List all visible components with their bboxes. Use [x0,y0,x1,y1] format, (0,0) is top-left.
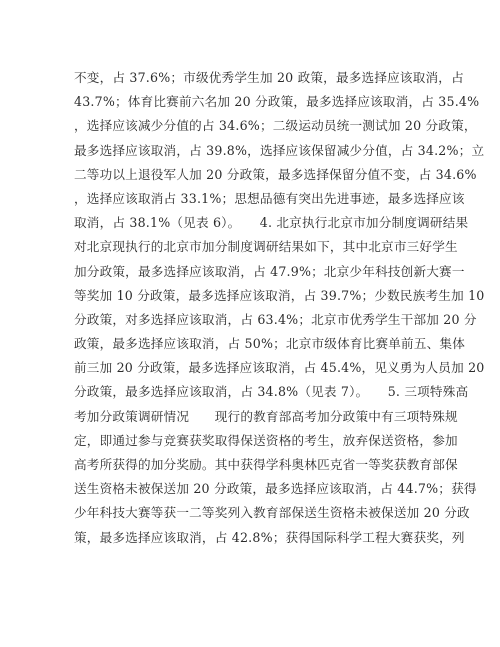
text-line: 对北京现执行的北京市加分制度调研结果如下，其中北京市三好学生 [74,239,458,255]
text-line: 定，即通过参与竞赛获奖取得保送资格的考生，放弃保送资格，参加 [74,432,458,448]
text-line: 分政策，对多选择应该取消，占 63.4%；北京市优秀学生干部加 20 分 [74,311,477,327]
text-line: 等奖加 10 分政策，最多选择应该取消，占 39.7%；少数民族考生加 10 [74,287,485,303]
text-line: 最多选择应该取消，占 39.8%，选择应该保留减少分值，占 34.2%；立 [74,142,485,158]
text-line: 少年科技大赛等获一二等奖列入教育部保送生资格未被保送加 20 分政 [74,505,470,521]
text-line: 高考所获得的加分奖励。其中获得学科奥林匹克省一等奖获教育部保 [74,457,458,472]
text-line: 不变，占 37.6%；市级优秀学生加 20 政策，最多选择应该取消，占 [74,70,464,85]
text-line: 取消，占 38.1%（见表 6）。 4. 北京执行北京市加分制度调研结果 [74,215,469,231]
text-line: 政策，最多选择应该取消，占 50%；北京市级体育比赛单前五、集体 [74,336,466,352]
text-line: 二等功以上退役军人加 20 分政策，最多选择保留分值不变，占 34.6% [74,166,477,182]
text-line: ，选择应该取消占 33.1%；思想品德有突出先进事迹，最多选择应该 [74,190,465,206]
text-line: 送生资格未被保送加 20 分政策，最多选择应该取消，占 44.7%；获得 [74,481,477,497]
text-line: 策，最多选择应该取消，占 42.8%；获得国际科学工程大赛获奖，列 [74,529,465,545]
text-line: 前三加 20 分政策，最多选择应该取消，占 45.4%，见义勇为人员加 20 [74,360,485,376]
text-line: 43.7%；体育比赛前六名加 20 分政策，最多选择应该取消，占 35.4% [74,94,480,110]
text-line: 加分政策，最多选择应该取消，占 47.9%；北京少年科技创新大赛一 [74,263,465,279]
text-line: 考加分政策调研情况 现行的教育部高考加分政策中有三项特殊规 [74,408,458,424]
text-line: 分政策，最多选择应该取消，占 34.8%（见表 7）。 5. 三项特殊高 [74,384,469,400]
text-line: ，选择应该减少分值的占 34.6%；二级运动员统一测试加 20 分政策， [74,118,477,134]
body-text [74,66,485,550]
